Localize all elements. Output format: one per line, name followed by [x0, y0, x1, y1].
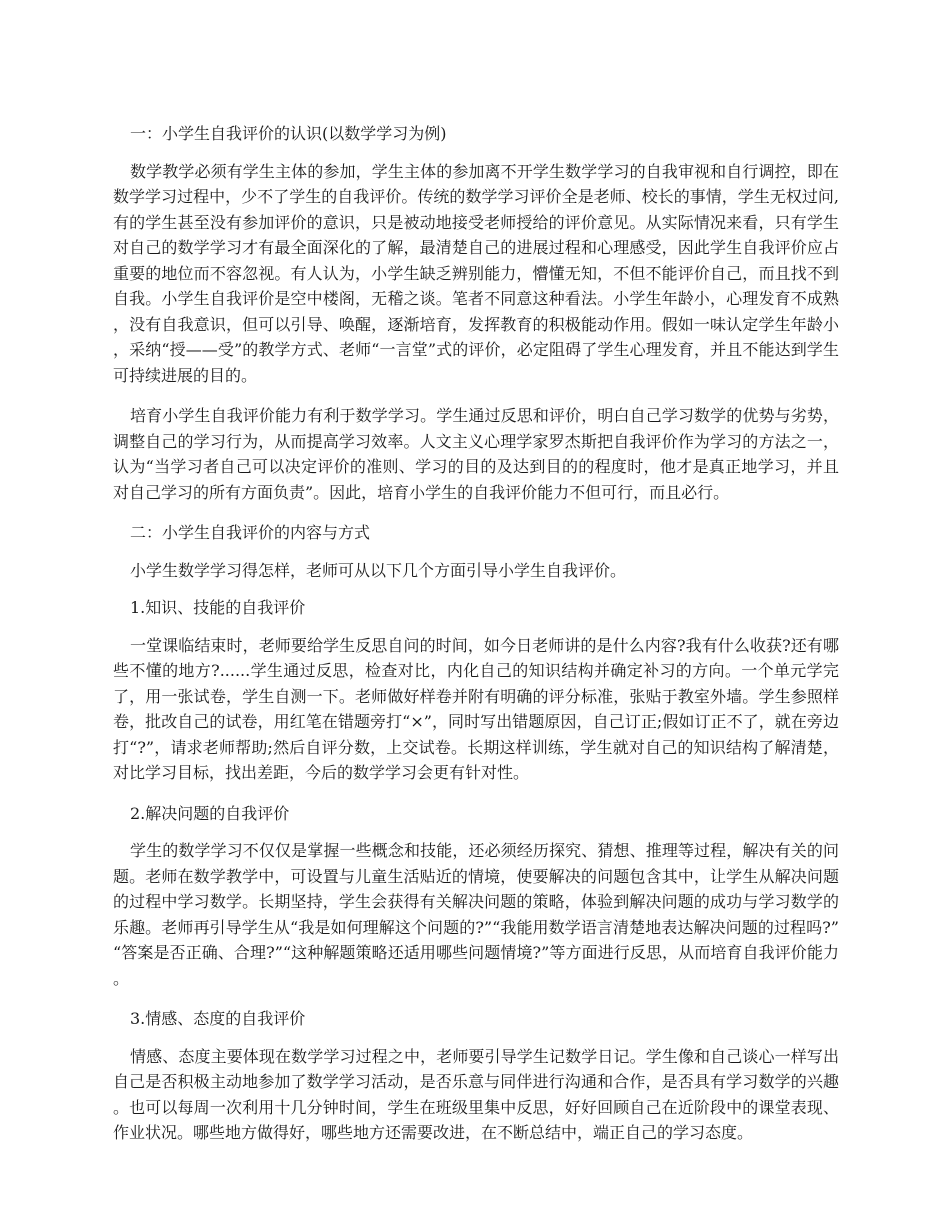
section-2-heading: 二：小学生自我评价的内容与方式 [130, 523, 371, 542]
section-5-paragraph-1: 情感、态度主要体现在数学学习过程之中，老师要引导学生记数学日记。学生像和自己谈心一样写出自己是否积极主动地参加了数学学习活动，是否乐意与同伴进行沟通和合作，是否具有学习数学的兴趣。也可以每周一次利用十几分钟时间，学生在班级里集中反思，好好回顾自己在近阶段中的课堂表现、作业状况。哪些地方做得好，哪些地方还需要改进，在不断总结中，端正自己的学习态度。 [113, 1046, 839, 1142]
document-page [113, 121, 839, 1146]
section-3-paragraph-1: 一堂课临结束时，老师要给学生反思自问的时间，如今日老师讲的是什么内容?我有什么收获?还有哪些不懂的地方?......学生通过反思，检查对比，内化自己的知识结构并确定补习的方向。一个单元学完了，用一张试卷，学生自测一下。老师做好样卷并附有明确的评分标准，张贴于教室外墙。学生参照样卷，批改自己的试卷，用红笔在错题旁打“×”，同时写出错题原因，自己订正;假如订正不了，就在旁边打“?”，请求老师帮助;然后自评分数，上交试卷。长期这样训练，学生就对自己的知识结构了解清楚，对比学习目标，找出差距，今后的数学学习会更有针对性。 [113, 635, 839, 782]
section-1-heading: 一：小学生自我评价的认识(以数学学习为例) [130, 124, 447, 143]
section-4-paragraph-1: 学生的数学学习不仅仅是掌握一些概念和技能，还必须经历探究、猜想、推理等过程，解决有关的问题。老师在数学教学中，可设置与儿童生活贴近的情境，使要解决的问题包含其中，让学生从解决问题的过程中学习数学。长期坚持，学生会获得有关解决问题的策略，体验到解决问题的成功与学习数学的乐趣。老师再引导学生从“我是如何理解这个问题的?”“我能用数学语言清楚地表达解决问题的过程吗?”“答案是否正确、合理?”“这种解题策略还适用哪些问题情境?”等方面进行反思，从而培育自我评价能力。 [113, 841, 839, 988]
section-1-paragraph-2: 培育小学生自我评价能力有利于数学学习。学生通过反思和评价，明白自己学习数学的优势与劣势，调整自己的学习行为，从而提高学习效率。人文主义心理学家罗杰斯把自我评价作为学习的方法之一，认为“当学习者自己可以决定评价的准则、学习的目的及达到目的的程度时，他才是真正地学习，并且对自己学习的所有方面负责”。因此，培育小学生的自我评价能力不但可行，而且必行。 [113, 406, 839, 502]
section-4-heading: 2.解决问题的自我评价 [130, 803, 290, 823]
section-2-paragraph-1: 小学生数学学习得怎样，老师可从以下几个方面引导小学生自我评价。 [130, 560, 627, 580]
section-5-heading: 3.情感、态度的自我评价 [130, 1009, 306, 1028]
section-1-paragraph-1: 数学教学必须有学生主体的参加，学生主体的参加离不开学生数学学习的自我审视和自行调控，即在数学学习过程中，少不了学生的自我评价。传统的数学学习评价全是老师、校长的事情，学生无权过问,有的学生甚至没有参加评价的意识，只是被动地接受老师授给的评价意见。从实际情况来看，只有学生对自己的数学学习才有最全面深化的了解，最清楚自己的进展过程和心理感受，因此学生自我评价应占重要的地位而不容忽视。有人认为，小学生缺乏辨别能力，懵懂无知，不但不能评价自己，而且找不到自我。小学生自我评价是空中楼阁，无稽之谈。笔者不同意这种看法。小学生年龄小，心理发育不成熟，没有自我意识，但可以引导、唤醒，逐渐培育，发挥教育的积极能动作用。假如一味认定学生年龄小，采纳“授——受”的教学方式、老师“一言堂”式的评价，必定阻碍了学生心理发育，并且不能达到学生可持续进展的目的。 [113, 161, 839, 385]
section-3-heading: 1.知识、技能的自我评价 [130, 598, 306, 617]
